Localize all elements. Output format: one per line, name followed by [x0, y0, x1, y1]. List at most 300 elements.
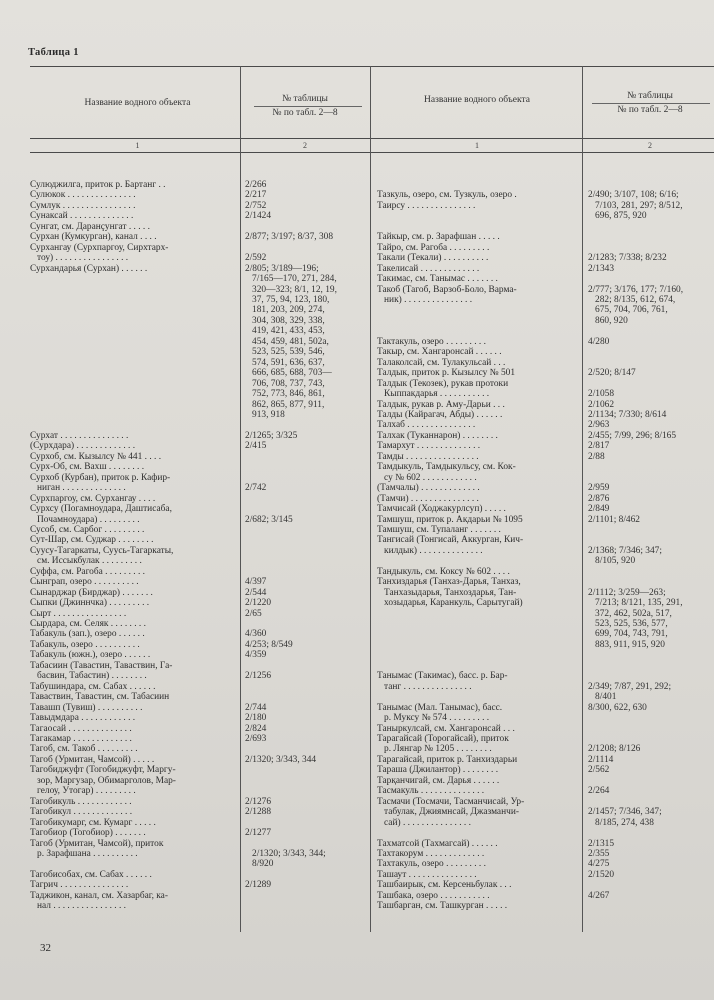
right-ref-line: 2/963 — [588, 420, 610, 431]
right-ref-line: 675, 704, 706, 761, — [588, 305, 668, 316]
right-entry-line: табулак, Джиямнсай, Джазманчи- — [377, 807, 519, 818]
left-entry-line — [30, 379, 240, 389]
header-ref-no-right: № по табл. 2—8 — [617, 105, 683, 115]
right-entry-line: Такоб (Тагоб, Варзоб-Боло, Варма- — [377, 284, 517, 295]
left-ref-line: 752, 773, 846, 861, — [245, 389, 325, 400]
left-ref-line — [245, 901, 369, 911]
right-ref-line: 7/103, 281, 297; 8/512, — [588, 200, 683, 211]
right-ref-line: 4/275 — [588, 859, 610, 870]
right-entry-line: хозыдарья, Каранкуль, Сарытугай) — [377, 598, 523, 609]
left-ref-line — [245, 494, 369, 504]
right-ref-line: 2/520; 8/147 — [588, 368, 636, 379]
right-ref-line: 4/267 — [588, 890, 610, 901]
left-entry-line: Тагаосай . . . . . . . . . . . . . . — [30, 723, 132, 734]
right-ref-line — [588, 671, 712, 681]
left-entry-line: Сурхоб (Курбан), приток р. Кафир- — [30, 472, 171, 483]
right-entry-line: Таныркулсай, см. Хангаронсай . . . — [377, 723, 515, 734]
right-ref-line: 4/280 — [588, 336, 610, 347]
left-ref-line — [245, 619, 369, 629]
right-ref-line: 2/817 — [588, 441, 610, 452]
header-col-number-4: 2 — [648, 141, 652, 150]
right-entry-line — [377, 828, 581, 838]
header-name-right: Название водного объекта — [424, 95, 530, 105]
right-ref-line — [588, 326, 712, 336]
left-ref-line: 454, 459, 481, 502а, — [245, 336, 329, 347]
right-names-column — [377, 180, 581, 912]
right-entry-line: Талдык, приток р. Кызылсу № 501 — [377, 368, 516, 379]
right-entry-line: Тамшуш, приток р. Акдарьи № 1095 — [377, 514, 523, 525]
left-ref-line — [245, 452, 369, 462]
right-entry-line: Ташбака, озеро . . . . . . . . . . . — [377, 890, 490, 901]
left-entry-line: Тагоб (Урмитан, Чамсой), приток — [30, 838, 164, 849]
left-entry-line — [30, 305, 240, 315]
right-ref-line: 523, 525, 536, 577, — [588, 619, 668, 630]
right-entry-line: Таирсу . . . . . . . . . . . . . . . — [377, 200, 476, 211]
right-entry-line — [377, 222, 581, 232]
left-entry-line: Тагобиджуфт (Тогобиджуфт, Маргу- — [30, 765, 176, 776]
right-ref-line: 2/1114 — [588, 754, 614, 765]
left-entry-line: Сурх-Об, см. Вахш . . . . . . . . — [30, 462, 145, 473]
left-ref-line: 2/1265; 3/325 — [245, 430, 298, 441]
left-ref-line: 2/1288 — [245, 807, 272, 818]
left-entry-line: Сут-Шар, см. Суджар . . . . . . . . — [30, 535, 154, 546]
left-ref-line — [245, 222, 369, 232]
right-entry-line: Кыппакдарья . . . . . . . . . . . — [377, 389, 490, 400]
left-ref-line — [245, 462, 369, 472]
left-entry-line: Тагакамар . . . . . . . . . . . . . — [30, 734, 132, 745]
right-entry-line: ник) . . . . . . . . . . . . . . . — [377, 294, 473, 305]
right-ref-line — [588, 232, 712, 242]
right-entry-line: (Тамчалы) . . . . . . . . . . . . . — [377, 483, 480, 494]
right-entry-line: Тайро, см. Рагоба . . . . . . . . . — [377, 242, 490, 253]
left-ref-line: 2/217 — [245, 190, 267, 201]
right-entry-line — [377, 650, 581, 660]
right-entry-line: Тахтакорум . . . . . . . . . . . . . — [377, 849, 485, 859]
left-entry-line — [30, 410, 240, 420]
right-ref-line: 8/185, 274, 438 — [588, 817, 654, 828]
left-entry-line — [30, 368, 240, 378]
left-entry-line: Сыпки (Джиннчка) . . . . . . . . . — [30, 598, 150, 609]
left-ref-line: 2/1320; 3/343, 344 — [245, 754, 317, 765]
right-ref-line: 883, 911, 915, 920 — [588, 639, 665, 650]
right-ref-line: 2/264 — [588, 786, 610, 797]
right-entry-line: Тасмачи (Тосмачи, Тасманчисай, Ур- — [377, 796, 525, 807]
left-ref-line: 2/805; 3/189—196; — [245, 263, 319, 274]
left-ref-line: 2/592 — [245, 253, 267, 264]
right-ref-line: 2/1134; 7/330; 8/614 — [588, 409, 667, 420]
left-entry-line: Тагобикул . . . . . . . . . . . . . — [30, 807, 133, 818]
right-ref-line — [588, 577, 712, 587]
left-ref-line: 2/693 — [245, 734, 267, 745]
right-entry-line — [377, 316, 581, 326]
right-ref-line — [588, 797, 712, 807]
left-entry-line: Сурхангау (Сурхпаргоу, Сирхтарх- — [30, 242, 169, 253]
right-entry-line: Тамчисай (Ходжакурлсуп) . . . . . — [377, 504, 506, 515]
left-entry-line: (Сурхдара) . . . . . . . . . . . . . — [30, 441, 136, 452]
left-ref-line — [245, 243, 369, 253]
right-ref-line — [588, 379, 712, 389]
right-ref-line — [588, 567, 712, 577]
right-ref-line — [588, 243, 712, 253]
header-rule — [30, 138, 714, 139]
left-ref-line: 4/359 — [245, 650, 267, 661]
left-ref-line: 2/1276 — [245, 796, 272, 807]
left-ref-line — [245, 744, 369, 754]
right-entry-line: Талхаб . . . . . . . . . . . . . . . — [377, 420, 476, 431]
right-ref-line: 860, 920 — [588, 315, 628, 326]
right-ref-line: 2/1208; 8/126 — [588, 744, 641, 755]
right-entry-line: р. Муксу № 574 . . . . . . . . . — [377, 713, 490, 724]
left-entry-line — [30, 326, 240, 336]
left-ref-line — [245, 870, 369, 880]
left-entry-line: Тагобиор (Тогобиор) . . . . . . . — [30, 828, 146, 839]
header-col-number-2: 2 — [303, 141, 307, 150]
left-entry-line: Тавашп (Тувиш) . . . . . . . . . . — [30, 702, 143, 713]
right-entry-line: Ташаут . . . . . . . . . . . . . . . — [377, 869, 477, 880]
right-entry-line — [377, 609, 581, 619]
left-ref-line — [245, 661, 369, 671]
left-entry-line: Сырт . . . . . . . . . . . . . . . . — [30, 608, 127, 619]
right-entry-line — [377, 211, 581, 221]
left-entry-line — [30, 337, 240, 347]
left-ref-line — [245, 786, 369, 796]
left-entry-line: Сурхоб, см. Кызылсу № 441 . . . . — [30, 451, 162, 462]
right-refs-column — [588, 180, 712, 912]
right-ref-line: 696, 875, 920 — [588, 211, 647, 222]
left-ref-line: 2/1424 — [245, 211, 272, 222]
right-entry-line: Танымас (Такимас), басс. р. Бар- — [377, 671, 508, 682]
left-entry-line — [30, 274, 240, 284]
right-entry-line: сай) . . . . . . . . . . . . . . . — [377, 817, 471, 828]
left-ref-line: 2/824 — [245, 723, 267, 734]
left-entry-line: тоу) . . . . . . . . . . . . . . . . — [30, 253, 129, 264]
header-ref-no-left: № по табл. 2—8 — [272, 108, 338, 118]
left-ref-line — [245, 682, 369, 692]
right-entry-line: Талдык, рукав р. Аму-Дарьи . . . — [377, 399, 505, 410]
left-ref-line: 2/266 — [245, 180, 267, 190]
left-entry-line: Табушиндара, см. Сабах . . . . . . — [30, 681, 156, 692]
right-entry-line: танг . . . . . . . . . . . . . . . — [377, 681, 472, 692]
right-ref-line: 7/213; 8/121, 135, 291, — [588, 598, 683, 609]
left-ref-line — [245, 473, 369, 483]
header-table-no-left: № таблицы — [282, 94, 328, 104]
right-ref-line — [588, 776, 712, 786]
left-entry-line: см. Иссыкбулак . . . . . . . . . — [30, 556, 142, 567]
left-entry-line — [30, 859, 240, 869]
left-ref-line — [245, 692, 369, 702]
left-ref-line — [245, 546, 369, 556]
left-ref-line: 574, 591, 636, 637, — [245, 357, 325, 368]
left-entry-line: Сумлук . . . . . . . . . . . . . . . . — [30, 200, 136, 211]
left-ref-line: 4/397 — [245, 577, 267, 588]
left-ref-line: 2/180 — [245, 713, 267, 724]
left-entry-line: Сырдара, см. Селяк . . . . . . . . — [30, 619, 146, 630]
right-ref-line — [588, 180, 712, 190]
left-ref-line: 706, 708, 737, 743, — [245, 378, 325, 389]
right-entry-line: Танымас (Мал. Танымас), басс. — [377, 702, 503, 713]
left-ref-line: 2/742 — [245, 483, 267, 494]
right-ref-line — [588, 462, 712, 472]
left-entry-line: Суусу-Тагаркаты, Суусь-Тагаркаты, — [30, 545, 174, 556]
left-entry-line: Тагрич . . . . . . . . . . . . . . . — [30, 880, 129, 891]
left-entry-line: басвин, Табастин) . . . . . . . . — [30, 671, 147, 682]
left-entry-line: нал . . . . . . . . . . . . . . . . — [30, 901, 126, 912]
right-ref-line: 8/300, 622, 630 — [588, 702, 647, 713]
right-ref-line: 8/105, 920 — [588, 556, 636, 567]
left-ref-line: 304, 308, 329, 338, — [245, 315, 325, 326]
right-ref-line — [588, 724, 712, 734]
left-ref-line: 2/1320; 3/343, 344; — [245, 849, 326, 859]
left-ref-line: 523, 525, 539, 546, — [245, 347, 325, 358]
right-entry-line: килдык) . . . . . . . . . . . . . . — [377, 545, 483, 556]
column-divider-1 — [240, 66, 241, 932]
left-ref-line — [245, 535, 369, 545]
left-ref-line: 2/877; 3/197; 8/37, 308 — [245, 232, 334, 243]
left-ref-line — [245, 765, 369, 775]
right-ref-line: 2/1368; 7/346; 347; — [588, 545, 662, 556]
left-entry-line — [30, 347, 240, 357]
right-entry-line: Ташбарган, см. Ташкурган . . . . . — [377, 901, 508, 912]
right-entry-line: Тарагайсай, приток р. Танхиздарьи — [377, 754, 518, 765]
left-entry-line: Табакуль (зап.), озеро . . . . . . — [30, 629, 145, 640]
right-ref-line: 2/959 — [588, 483, 610, 494]
right-ref-line: 2/349; 7/87, 291, 292; — [588, 681, 672, 692]
left-ref-line: 2/1277 — [245, 828, 272, 839]
right-entry-line: Талды (Кайрагач, Абды) . . . . . . — [377, 409, 503, 420]
right-entry-line: Тамшуш, см. Тупаланг . . . . . . . — [377, 524, 501, 535]
left-entry-line: зор, Маргузар, Обимарголов, Мар- — [30, 775, 176, 786]
left-names-column — [30, 180, 240, 912]
left-ref-line: 2/1289 — [245, 880, 272, 891]
right-ref-line: 282; 8/135, 612, 674, — [588, 294, 676, 305]
right-ref-line — [588, 713, 712, 723]
left-entry-line: Тагобикуль . . . . . . . . . . . . — [30, 796, 132, 807]
left-entry-line: Сунаксай . . . . . . . . . . . . . . — [30, 211, 134, 222]
left-entry-line: р. Зарафшана . . . . . . . . . . — [30, 849, 138, 859]
right-entry-line — [377, 629, 581, 639]
right-ref-line: 2/355 — [588, 849, 610, 859]
left-ref-line: 320—323; 8/1, 12, 19, — [245, 284, 337, 295]
left-entry-line: Тавыдмдара . . . . . . . . . . . . — [30, 713, 136, 724]
table-label: Таблица 1 — [28, 47, 79, 58]
left-ref-line: 37, 75, 94, 123, 180, — [245, 294, 330, 305]
right-ref-line — [588, 347, 712, 357]
right-entry-line: Тайкыр, см. р. Зарафшан . . . . . — [377, 232, 500, 243]
right-ref-line: 2/490; 3/107, 108; 6/16; — [588, 190, 679, 201]
right-ref-line — [588, 901, 712, 911]
left-ref-line: 862, 865, 877, 911, — [245, 399, 325, 410]
left-entry-line: Сурхат . . . . . . . . . . . . . . . — [30, 430, 129, 441]
right-entry-line: су № 602 . . . . . . . . . . . . — [377, 472, 477, 483]
right-ref-line — [588, 828, 712, 838]
left-entry-line: Сынарджар (Бирджар) . . . . . . . — [30, 587, 153, 598]
right-entry-line — [377, 556, 581, 566]
left-ref-line: 4/360 — [245, 629, 267, 640]
left-entry-line: ниган . . . . . . . . . . . . . . — [30, 483, 126, 494]
right-ref-line — [588, 525, 712, 535]
left-ref-line: 2/744 — [245, 702, 267, 713]
header-sub-rule-left — [254, 106, 362, 107]
left-entry-line: Сурхан (Кумкурган), канал . . . . — [30, 232, 157, 243]
right-entry-line: Тамдыкуль, Тамдыкульсу, см. Кок- — [377, 462, 516, 473]
left-ref-line: 2/682; 3/145 — [245, 514, 293, 525]
right-entry-line: Талаколсай, см. Тулакульсай . . . — [377, 357, 506, 368]
right-ref-line — [588, 473, 712, 483]
right-entry-line: Тандыкуль, см. Коксу № 602 . . . . — [377, 566, 510, 577]
right-ref-line: 2/1457; 7/346, 347; — [588, 807, 662, 818]
left-entry-line: Тагобисобах, см. Сабах . . . . . . — [30, 869, 152, 880]
right-ref-line: 2/562 — [588, 765, 610, 776]
left-ref-line — [245, 839, 369, 849]
right-ref-line: 2/1315 — [588, 838, 615, 849]
right-entry-line: Ташбаирык, см. Керсеньбулак . . . — [377, 880, 512, 891]
right-ref-line: 2/1101; 8/462 — [588, 514, 640, 525]
right-entry-line: Тахматсой (Тахмагсай) . . . . . . — [377, 838, 498, 849]
right-entry-line: Тарагайсай (Торогайсай), приток — [377, 734, 509, 745]
left-ref-line: 181, 203, 209, 274, — [245, 305, 325, 316]
right-ref-line — [588, 880, 712, 890]
left-entry-line — [30, 295, 240, 305]
right-entry-line: Танхиздарья (Танхаз-Дарья, Танхаз, — [377, 577, 521, 588]
right-ref-line — [588, 358, 712, 368]
left-ref-line: 2/1220 — [245, 598, 272, 609]
right-ref-line — [588, 222, 712, 232]
right-ref-line: 2/1343 — [588, 263, 615, 274]
left-entry-line: Сурхсу (Погамноудара, Даштисаба, — [30, 504, 172, 515]
right-ref-line — [588, 650, 712, 660]
right-ref-line: 2/1283; 7/338; 8/232 — [588, 253, 667, 264]
right-ref-line: 2/849 — [588, 504, 610, 515]
column-divider-3 — [582, 66, 583, 932]
left-ref-line: 666, 685, 688, 703— — [245, 368, 332, 379]
right-entry-line: Танхазыдарья, Танхоздарья, Тан- — [377, 587, 517, 598]
left-entry-line: Тагоб (Урмитан, Чамсой) . . . . . — [30, 754, 155, 765]
right-entry-line: р. Лянгар № 1205 . . . . . . . . — [377, 744, 492, 755]
left-ref-line: 4/253; 8/549 — [245, 639, 293, 650]
header-top-rule — [30, 66, 714, 67]
right-entry-line — [377, 180, 581, 190]
header-table-no-right: № таблицы — [627, 91, 673, 101]
left-entry-line — [30, 400, 240, 410]
left-ref-line — [245, 504, 369, 514]
right-ref-line: 2/1520 — [588, 869, 615, 880]
left-entry-line: Таваствин, Тавастин, см. Табасиин — [30, 692, 170, 703]
left-ref-line — [245, 567, 369, 577]
left-ref-line: 2/1256 — [245, 671, 272, 682]
left-entry-line: Сулюджилга, приток р. Бартанг . . — [30, 180, 166, 190]
left-ref-line: 8/920 — [245, 859, 274, 870]
right-ref-line: 2/1058 — [588, 389, 615, 400]
left-refs-column — [245, 180, 369, 912]
right-entry-line: Такелисай . . . . . . . . . . . . . — [377, 263, 480, 274]
right-entry-line: Тамархут . . . . . . . . . . . . . . — [377, 441, 481, 452]
right-entry-line — [377, 326, 581, 336]
left-ref-line — [245, 891, 369, 901]
right-entry-line: Тахтакуль, озеро . . . . . . . . . — [377, 859, 486, 870]
left-entry-line — [30, 316, 240, 326]
left-ref-line: 2/415 — [245, 441, 267, 452]
right-entry-line: Такимас, см. Танымас . . . . . . . — [377, 274, 498, 285]
right-ref-line: 2/1112; 3/259—263; — [588, 587, 666, 598]
right-entry-line — [377, 692, 581, 702]
header-name-left: Название водного объекта — [84, 98, 191, 108]
right-ref-line: 2/88 — [588, 451, 605, 462]
right-entry-line: Тактакуль, озеро . . . . . . . . . — [377, 336, 486, 347]
left-entry-line: Сынграп, озеро . . . . . . . . . . — [30, 577, 139, 588]
left-ref-line — [245, 776, 369, 786]
left-entry-line: Сусоб, см. Сарбог . . . . . . . . . — [30, 524, 145, 535]
right-ref-line — [588, 734, 712, 744]
left-entry-line — [30, 420, 240, 430]
right-ref-line — [588, 661, 712, 671]
left-entry-line: Сунгат, см. Даранçунгат . . . . . — [30, 221, 150, 232]
left-entry-line: Сулюкок . . . . . . . . . . . . . . . — [30, 190, 136, 201]
right-entry-line — [377, 640, 581, 650]
right-ref-line: 699, 704, 743, 791, — [588, 629, 668, 640]
right-entry-line: Такыр, см. Хангаронсай . . . . . . — [377, 347, 502, 358]
right-entry-line — [377, 305, 581, 315]
right-ref-line — [588, 274, 712, 284]
right-entry-line: Тараша (Джилантор) . . . . . . . . — [377, 765, 499, 776]
left-entry-line: Таджикон, канал, см. Хазарбаг, ка- — [30, 890, 168, 901]
left-ref-line: 419, 421, 433, 453, — [245, 326, 325, 337]
right-entry-line: (Тамчи) . . . . . . . . . . . . . . . — [377, 493, 479, 504]
right-entry-line: Талдык (Текозек), рукав протоки — [377, 378, 509, 389]
left-entry-line: Табакуль (южн.), озеро . . . . . . — [30, 650, 151, 661]
left-entry-line: Почамноудара) . . . . . . . . . — [30, 514, 140, 525]
right-entry-line: Тамды . . . . . . . . . . . . . . . . — [377, 451, 479, 462]
header-col-number-3: 1 — [475, 141, 479, 150]
left-ref-line: 913, 918 — [245, 409, 285, 420]
header-sub-rule-right — [592, 103, 710, 104]
left-entry-line — [30, 285, 240, 295]
right-ref-line — [588, 535, 712, 545]
left-entry-line: Табакуль, озеро . . . . . . . . . . — [30, 639, 140, 650]
left-ref-line: 2/752 — [245, 200, 267, 211]
left-entry-line — [30, 389, 240, 399]
left-ref-line: 2/65 — [245, 608, 262, 619]
left-ref-line: 2/544 — [245, 587, 267, 598]
left-ref-line — [245, 818, 369, 828]
left-entry-line: Суффа, см. Рагоба . . . . . . . . . — [30, 566, 145, 577]
left-entry-line: Тагоб, см. Такоб . . . . . . . . . — [30, 744, 138, 755]
left-entry-line: Сурхандарья (Сурхан) . . . . . . — [30, 263, 148, 274]
right-entry-line: Тангисай (Тонгисай, Аккурган, Кич- — [377, 535, 524, 546]
left-entry-line: Табасиин (Тавастин, Таваствин, Га- — [30, 660, 173, 671]
header-bottom-rule — [30, 152, 714, 153]
left-entry-line: Сурхпаргоу, см. Сурхангау . . . . — [30, 493, 156, 504]
right-entry-line: Тарқанчигай, см. Дарья . . . . . . — [377, 775, 500, 786]
right-entry-line: Такали (Текали) . . . . . . . . . . — [377, 253, 489, 264]
right-entry-line — [377, 661, 581, 671]
right-ref-line: 372, 462, 502а, 517, — [588, 608, 672, 619]
left-ref-line: 7/165—170, 271, 284, — [245, 274, 337, 285]
left-entry-line: Тагобикумарг, см. Кумарг . . . . . — [30, 817, 156, 828]
right-ref-line: 8/401 — [588, 692, 617, 703]
right-ref-line: 2/455; 7/99, 296; 8/165 — [588, 430, 677, 441]
right-entry-line: Талхак (Туканнарон) . . . . . . . . — [377, 430, 498, 441]
left-entry-line — [30, 358, 240, 368]
right-ref-line: 2/876 — [588, 493, 610, 504]
left-ref-line — [245, 420, 369, 430]
left-ref-line — [245, 556, 369, 566]
right-entry-line: Тасмакуль . . . . . . . . . . . . . . — [377, 786, 485, 797]
right-ref-line: 2/1062 — [588, 399, 615, 410]
header-col-number-1: 1 — [135, 141, 140, 150]
right-ref-line: 2/777; 3/176, 177; 7/160, — [588, 284, 684, 295]
page-number: 32 — [40, 942, 51, 954]
right-entry-line — [377, 619, 581, 629]
